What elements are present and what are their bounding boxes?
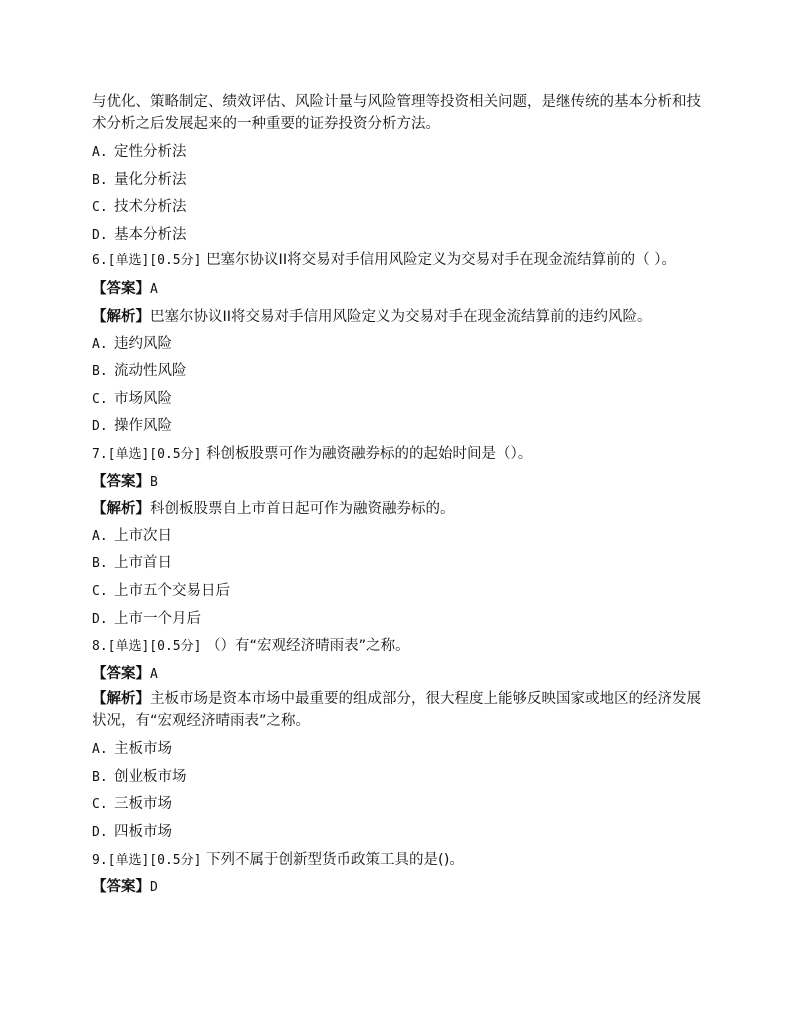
question-6-stem xyxy=(92,249,704,272)
question-8-analysis xyxy=(92,688,704,732)
question-7-option-a xyxy=(92,523,704,551)
option-text: 量化分析法 xyxy=(114,171,187,188)
question-prefix: 9.[单选][0.5分] xyxy=(92,852,202,868)
analysis-label: 【解析】 xyxy=(92,308,150,325)
option-text: 四板市场 xyxy=(114,824,172,841)
question-6-option-b xyxy=(92,358,704,386)
analysis-label: 【解析】 xyxy=(92,501,150,518)
answer-label: 【答案】 xyxy=(92,665,150,682)
option-text: 三板市场 xyxy=(114,796,172,813)
analysis-text: 科创板股票自上市首日起可作为融资融券标的。 xyxy=(150,501,455,518)
analysis-text: 巴塞尔协议II将交易对手信用风险定义为交易对手在现金流结算前的违约风险。 xyxy=(150,308,652,325)
question-8-option-c xyxy=(92,791,704,819)
option-letter: D. xyxy=(92,419,108,435)
question-7-option-d xyxy=(92,606,704,634)
question-text: （）有“宏观经济晴雨表”之称。 xyxy=(206,638,410,655)
option-letter: A. xyxy=(92,336,108,352)
option-text: 流动性风险 xyxy=(114,363,187,380)
option-text: 违约风险 xyxy=(114,335,172,352)
option-letter: C. xyxy=(92,583,108,599)
question-5-analysis-continued: 与优化、策略制定、绩效评估、风险计量与风险管理等投资相关问题，是继传统的基本分析和技术分析之后发展起来的一种重要的证券投资分析方法。 xyxy=(92,94,701,132)
question-6-option-a xyxy=(92,331,704,359)
option-text: 上市首日 xyxy=(114,555,172,572)
question-7-answer xyxy=(92,469,704,497)
option-text: 上市一个月后 xyxy=(114,610,201,627)
question-5-option-c xyxy=(92,194,704,222)
option-text: 主板市场 xyxy=(114,741,172,758)
option-letter: A. xyxy=(92,742,108,758)
option-letter: C. xyxy=(92,391,108,407)
question-5-option-a xyxy=(92,139,704,167)
option-text: 创业板市场 xyxy=(114,768,187,785)
question-8-stem xyxy=(92,633,704,661)
option-letter: B. xyxy=(92,364,108,380)
question-text: 下列不属于创新型货币政策工具的是()。 xyxy=(206,851,464,868)
question-prefix: 8.[单选][0.5分] xyxy=(92,639,202,655)
option-letter: C. xyxy=(92,200,108,216)
option-letter: B. xyxy=(92,172,108,188)
question-8-option-d xyxy=(92,819,704,847)
option-letter: B. xyxy=(92,769,108,785)
option-letter: D. xyxy=(92,611,108,627)
answer-label: 【答案】 xyxy=(92,281,150,298)
question-8-option-b xyxy=(92,764,704,792)
question-7-stem xyxy=(92,441,704,469)
option-text: 定性分析法 xyxy=(114,144,187,160)
question-7-option-b xyxy=(92,550,704,578)
option-text: 市场风险 xyxy=(114,390,172,407)
answer-value: A xyxy=(150,666,158,682)
question-prefix: 6.[单选][0.5分] xyxy=(92,253,202,269)
answer-value: A xyxy=(150,282,158,298)
question-7-analysis xyxy=(92,496,704,523)
analysis-text: 主板市场是资本市场中最重要的组成部分，很大程度上能够反映国家或地区的经济发展状况，有“宏观经济晴雨表”之称。 xyxy=(92,691,701,730)
answer-value: D xyxy=(150,880,158,896)
answer-label: 【答案】 xyxy=(92,473,150,490)
option-text: 操作风险 xyxy=(114,418,172,435)
question-9-answer xyxy=(92,874,704,902)
option-letter: D. xyxy=(92,825,108,841)
question-5-option-b xyxy=(92,167,704,195)
option-letter: D. xyxy=(92,227,108,243)
question-6-option-d xyxy=(92,413,704,441)
question-prefix: 7.[单选][0.5分] xyxy=(92,446,202,462)
question-9-stem xyxy=(92,847,704,875)
option-letter: A. xyxy=(92,145,108,160)
question-text: 科创板股票可作为融资融券标的的起始时间是（）。 xyxy=(206,445,533,462)
option-text: 上市次日 xyxy=(114,527,172,544)
question-7-option-c xyxy=(92,578,704,606)
question-5-option-d xyxy=(92,222,704,250)
question-8-answer xyxy=(92,661,704,689)
answer-value: B xyxy=(150,474,158,490)
answer-label: 【答案】 xyxy=(92,879,150,896)
option-text: 上市五个交易日后 xyxy=(114,582,230,599)
analysis-label: 【解析】 xyxy=(92,691,150,708)
question-6-analysis xyxy=(92,304,704,331)
question-6-option-c xyxy=(92,386,704,414)
option-letter: A. xyxy=(92,528,108,544)
option-text: 基本分析法 xyxy=(114,226,187,243)
option-text: 技术分析法 xyxy=(114,199,187,216)
question-8-option-a xyxy=(92,736,704,764)
document-content xyxy=(92,91,704,902)
question-text: 巴塞尔协议II将交易对手信用风险定义为交易对手在现金流结算前的（ ）。 xyxy=(206,252,676,269)
option-letter: C. xyxy=(92,797,108,813)
question-6-answer xyxy=(92,276,704,304)
option-letter: B. xyxy=(92,556,108,572)
